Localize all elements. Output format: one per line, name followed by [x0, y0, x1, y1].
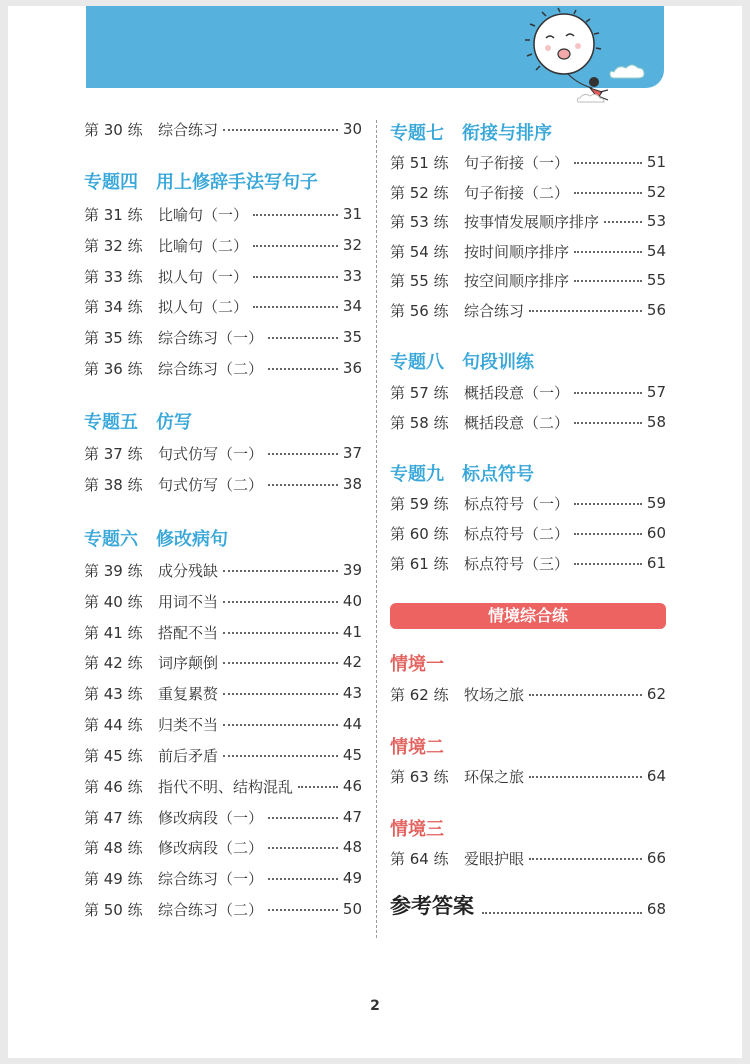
leader-dots: [574, 162, 642, 164]
toc-entry: [84, 203, 362, 225]
page-ref: 66: [646, 849, 666, 867]
page-ref: 31: [342, 205, 362, 223]
page-ref: 41: [342, 623, 362, 641]
topic-heading: 专题六 修改病句: [84, 529, 228, 550]
leader-dots: [574, 251, 642, 253]
leader-dots: [529, 310, 642, 312]
leader-dots: [223, 601, 338, 603]
toc-entry: [84, 621, 362, 643]
lesson-title: 标点符号（二）: [464, 524, 570, 543]
page-ref: 46: [342, 777, 362, 795]
lesson-title: 按事情发展顺序排序: [464, 212, 600, 231]
page-ref: 39: [342, 561, 362, 579]
lesson-title: 概括段意（一）: [464, 383, 570, 402]
lesson-title: 综合练习（二）: [158, 359, 264, 378]
page-ref: 30: [342, 120, 362, 138]
sun-with-kite-girl-icon: [502, 6, 652, 106]
leader-dots: [574, 280, 642, 282]
page-ref: 50: [342, 900, 362, 918]
leader-dots: [268, 337, 338, 339]
topic-heading: 专题四 用上修辞手法写句子: [84, 172, 318, 193]
page-ref: 52: [646, 183, 666, 201]
lesson-title: 比喻句（一）: [158, 205, 249, 224]
leader-dots: [268, 817, 338, 819]
lesson-number: 第 47 练: [84, 808, 143, 827]
leader-dots: [253, 214, 338, 216]
toc-entry: [390, 552, 666, 574]
lesson-number: 第 52 练: [390, 183, 449, 202]
page-ref: 32: [342, 236, 362, 254]
lesson-title: 重复累赘: [158, 684, 219, 703]
lesson-title: 牧场之旅: [464, 685, 525, 704]
lesson-number: 第 63 练: [390, 767, 449, 786]
toc-entry: [84, 836, 362, 858]
toc-entry: [84, 682, 362, 704]
leader-dots: [574, 503, 642, 505]
lesson-number: 第 42 练: [84, 653, 143, 672]
lesson-title: 综合练习（一）: [158, 869, 264, 888]
toc-entry: [84, 806, 362, 828]
leader-dots: [529, 694, 642, 696]
page-ref: 45: [342, 746, 362, 764]
toc-entry: [84, 775, 362, 797]
leader-dots: [268, 878, 338, 880]
leader-dots: [268, 453, 338, 455]
page-ref: 54: [646, 242, 666, 260]
page-ref: 48: [342, 838, 362, 856]
leader-dots: [268, 368, 338, 370]
toc-entry: [84, 234, 362, 256]
lesson-number: 第 64 练: [390, 849, 449, 868]
page-ref: 51: [646, 153, 666, 171]
page-ref: 40: [342, 592, 362, 610]
lesson-title: 综合练习（二）: [158, 900, 264, 919]
page-ref: 64: [646, 767, 666, 785]
leader-dots: [223, 570, 338, 572]
lesson-number: 第 59 练: [390, 494, 449, 513]
toc-entry: [390, 151, 666, 173]
lesson-title: 句式仿写（二）: [158, 475, 264, 494]
lesson-number: 第 61 练: [390, 554, 449, 573]
lesson-title: 搭配不当: [158, 623, 219, 642]
toc-entry: [84, 326, 362, 348]
lesson-number: 第 49 练: [84, 869, 143, 888]
leader-dots: [223, 662, 338, 664]
leader-dots: [268, 847, 338, 849]
page-ref: 57: [646, 383, 666, 401]
leader-dots: [574, 533, 642, 535]
page-ref: 60: [646, 524, 666, 542]
lesson-number: 第 32 练: [84, 236, 143, 255]
lesson-number: 第 58 练: [390, 413, 449, 432]
lesson-number: 第 50 练: [84, 900, 143, 919]
lesson-number: 第 30 练: [84, 120, 143, 139]
toc-entry: [390, 210, 666, 232]
leader-dots: [223, 129, 338, 131]
page-ref: 35: [342, 328, 362, 346]
lesson-title: 归类不当: [158, 715, 219, 734]
toc-entry: [84, 357, 362, 379]
answer-key-title: 参考答案: [390, 894, 474, 918]
page-ref: 55: [646, 271, 666, 289]
page-ref: 49: [342, 869, 362, 887]
page-ref: 44: [342, 715, 362, 733]
lesson-number: 第 33 练: [84, 267, 143, 286]
lesson-number: 第 37 练: [84, 444, 143, 463]
lesson-number: 第 54 练: [390, 242, 449, 261]
lesson-number: 第 41 练: [84, 623, 143, 642]
toc-entry: [84, 590, 362, 612]
column-divider: [376, 120, 377, 938]
toc-entry: [390, 522, 666, 544]
toc-entry: [84, 898, 362, 920]
leader-dots: [574, 422, 642, 424]
leader-dots: [604, 221, 642, 223]
lesson-title: 爱眼护眼: [464, 849, 525, 868]
toc-entry: [84, 473, 362, 495]
lesson-number: 第 40 练: [84, 592, 143, 611]
lesson-title: 环保之旅: [464, 767, 525, 786]
lesson-title: 综合练习: [464, 301, 525, 320]
leader-dots: [298, 786, 338, 788]
lesson-title: 标点符号（三）: [464, 554, 570, 573]
lesson-title: 拟人句（二）: [158, 297, 249, 316]
lesson-title: 词序颠倒: [158, 653, 219, 672]
lesson-title: 句子衔接（一）: [464, 153, 570, 172]
leader-dots: [253, 245, 338, 247]
scenario-heading: 情境二: [390, 737, 444, 758]
toc-entry: [390, 181, 666, 203]
toc-entry: [84, 118, 362, 140]
page-ref: 61: [646, 554, 666, 572]
answer-key-entry: [390, 892, 666, 920]
lesson-title: 修改病段（一）: [158, 808, 264, 827]
toc-entry: [390, 765, 666, 787]
toc-entry: [390, 381, 666, 403]
scenario-heading: 情境一: [390, 654, 444, 675]
lesson-title: 句式仿写（一）: [158, 444, 264, 463]
toc-entry: [84, 295, 362, 317]
leader-dots: [223, 755, 338, 757]
leader-dots: [574, 192, 642, 194]
topic-heading: 专题九 标点符号: [390, 464, 534, 485]
toc-entry: [84, 265, 362, 287]
leader-dots: [253, 306, 338, 308]
lesson-title: 用词不当: [158, 592, 219, 611]
page-ref: 37: [342, 444, 362, 462]
lesson-number: 第 44 练: [84, 715, 143, 734]
lesson-title: 拟人句（一）: [158, 267, 249, 286]
toc-entry: [390, 240, 666, 262]
lesson-number: 第 48 练: [84, 838, 143, 857]
toc-entry: [390, 683, 666, 705]
lesson-number: 第 43 练: [84, 684, 143, 703]
lesson-number: 第 57 练: [390, 383, 449, 402]
leader-dots: [253, 276, 338, 278]
lesson-number: 第 31 练: [84, 205, 143, 224]
page-ref: 33: [342, 267, 362, 285]
page-ref: 68: [646, 900, 666, 918]
lesson-number: 第 35 练: [84, 328, 143, 347]
lesson-number: 第 55 练: [390, 271, 449, 290]
lesson-title: 按时间顺序排序: [464, 242, 570, 261]
page-ref: 56: [646, 301, 666, 319]
lesson-title: 前后矛盾: [158, 746, 219, 765]
lesson-number: 第 51 练: [390, 153, 449, 172]
lesson-title: 成分残缺: [158, 561, 219, 580]
page-ref: 34: [342, 297, 362, 315]
leader-dots: [268, 484, 338, 486]
leader-dots: [268, 909, 338, 911]
lesson-title: 指代不明、结构混乱: [158, 777, 294, 796]
leader-dots: [574, 392, 642, 394]
toc-entry: [390, 847, 666, 869]
lesson-number: 第 38 练: [84, 475, 143, 494]
page-ref: 43: [342, 684, 362, 702]
lesson-number: 第 36 练: [84, 359, 143, 378]
toc-entry: [84, 651, 362, 673]
toc-entry: [390, 269, 666, 291]
page-ref: 62: [646, 685, 666, 703]
lesson-number: 第 45 练: [84, 746, 143, 765]
toc-entry: [390, 492, 666, 514]
toc-entry: [84, 442, 362, 464]
toc-entry: [84, 744, 362, 766]
lesson-title: 按空间顺序排序: [464, 271, 570, 290]
leader-dots: [482, 912, 642, 914]
page-ref: 53: [646, 212, 666, 230]
page-ref: 58: [646, 413, 666, 431]
lesson-title: 概括段意（二）: [464, 413, 570, 432]
lesson-title: 综合练习（一）: [158, 328, 264, 347]
topic-heading: 专题八 句段训练: [390, 352, 534, 373]
page-ref: 47: [342, 808, 362, 826]
section-banner: 情境综合练: [390, 603, 666, 629]
topic-heading: 专题五 仿写: [84, 412, 192, 433]
scenario-heading: 情境三: [390, 819, 444, 840]
lesson-number: 第 62 练: [390, 685, 449, 704]
page-ref: 38: [342, 475, 362, 493]
lesson-title: 修改病段（二）: [158, 838, 264, 857]
toc-entry: [84, 713, 362, 735]
leader-dots: [574, 563, 642, 565]
lesson-number: 第 53 练: [390, 212, 449, 231]
leader-dots: [223, 724, 338, 726]
leader-dots: [529, 858, 642, 860]
leader-dots: [223, 693, 338, 695]
page-ref: 36: [342, 359, 362, 377]
lesson-number: 第 46 练: [84, 777, 143, 796]
lesson-number: 第 60 练: [390, 524, 449, 543]
toc-entry: [84, 559, 362, 581]
toc-entry: [390, 299, 666, 321]
page-ref: 42: [342, 653, 362, 671]
page-number: 2: [370, 998, 380, 1014]
leader-dots: [529, 776, 642, 778]
page-ref: 59: [646, 494, 666, 512]
lesson-number: 第 56 练: [390, 301, 449, 320]
leader-dots: [223, 632, 338, 634]
lesson-title: 综合练习: [158, 120, 219, 139]
lesson-title: 比喻句（二）: [158, 236, 249, 255]
lesson-number: 第 39 练: [84, 561, 143, 580]
toc-entry: [390, 411, 666, 433]
lesson-title: 标点符号（一）: [464, 494, 570, 513]
topic-heading: 专题七 衔接与排序: [390, 123, 552, 144]
lesson-number: 第 34 练: [84, 297, 143, 316]
lesson-title: 句子衔接（二）: [464, 183, 570, 202]
toc-entry: [84, 867, 362, 889]
